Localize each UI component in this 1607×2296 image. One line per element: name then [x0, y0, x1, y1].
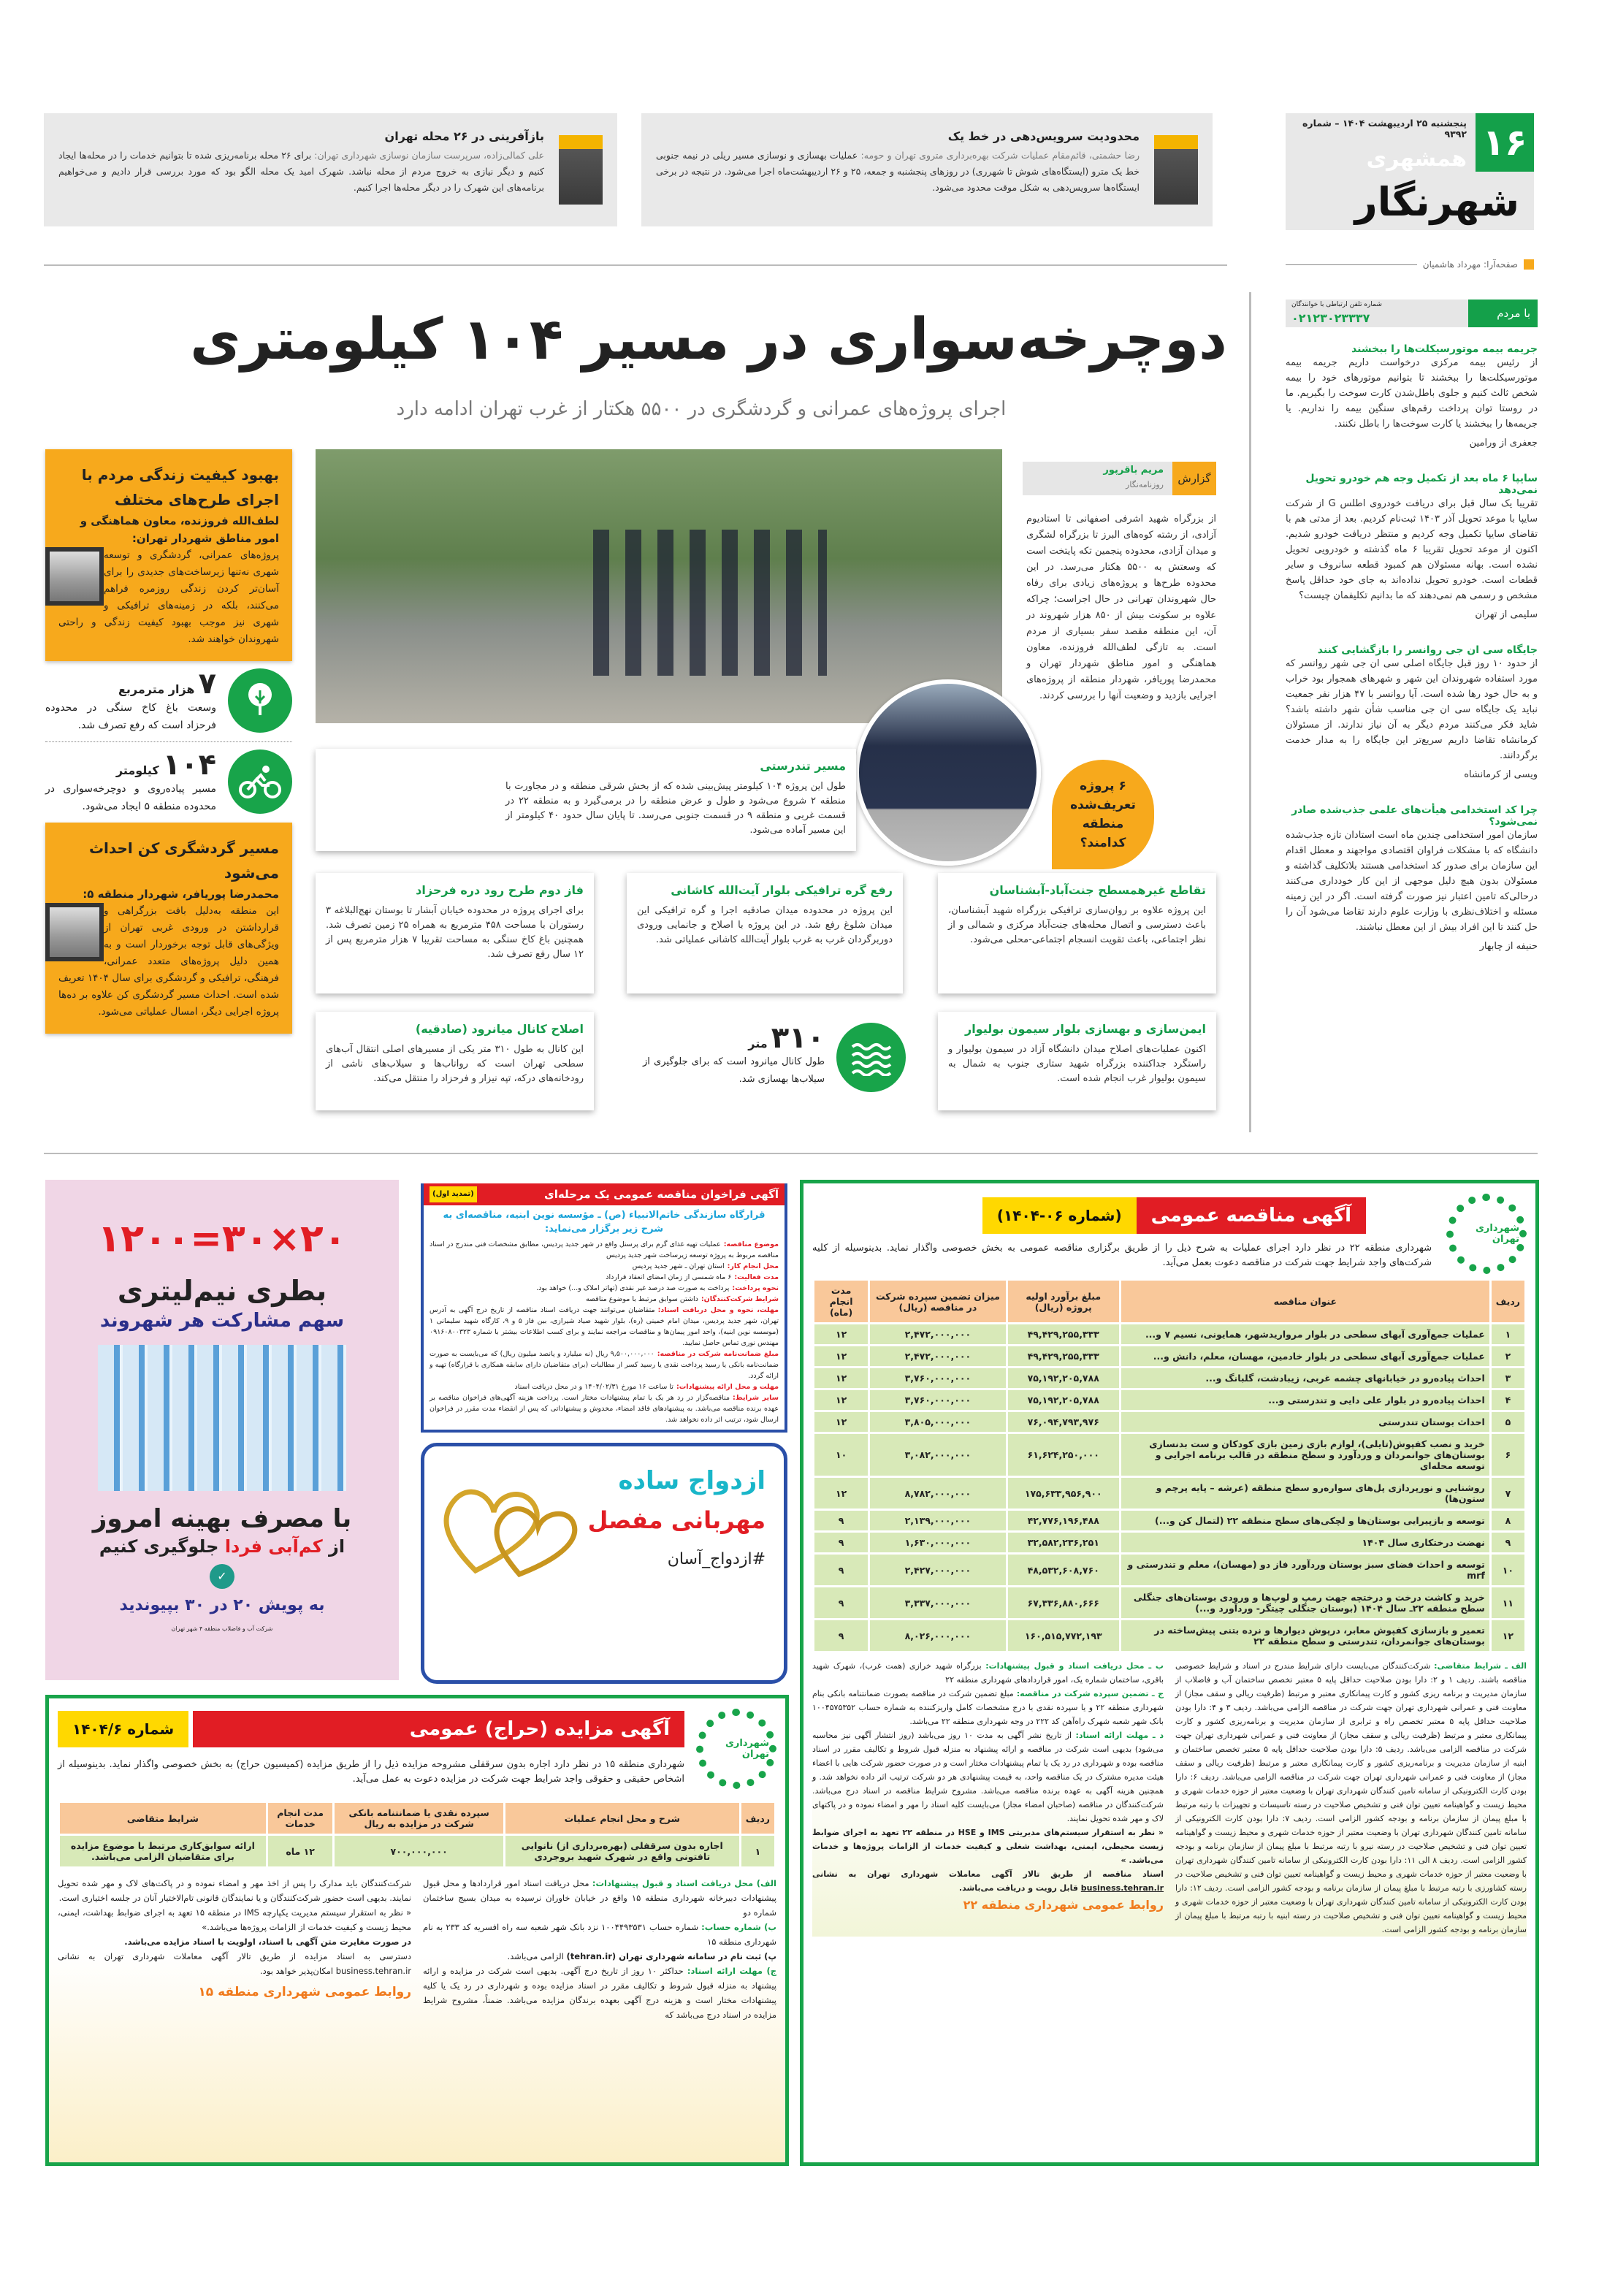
table-cell: ۱۲	[1492, 1620, 1524, 1651]
tender-details	[812, 1659, 1164, 1937]
report-header	[1023, 462, 1216, 495]
table-cell: ۸,۰۲۶,۰۰۰,۰۰۰	[870, 1620, 1005, 1651]
ad-signature: روابط عمومی شهرداری منطقه ۲۲	[963, 1898, 1164, 1912]
table-cell: ۶۱,۶۲۴,۲۵۰,۰۰۰	[1008, 1434, 1119, 1476]
table-cell: توسعه و احداث فضای سبز بوستان وردآورد فاز دو (مهسان)، معلم و تندرستی و mrf	[1121, 1555, 1489, 1585]
table-cell: ۹	[814, 1555, 868, 1585]
table-cell: ۴۹,۴۲۹,۲۵۵,۳۳۳	[1008, 1346, 1119, 1366]
ad-line: کم‌آبی فردا	[224, 1536, 323, 1557]
table-cell: ۳,۸۰۵,۰۰۰,۰۰۰	[870, 1412, 1005, 1432]
table-cell: ۱۲	[814, 1368, 868, 1388]
bicycle-icon	[228, 750, 292, 814]
table-cell: ۴۹,۴۲۹,۲۵۵,۳۳۳	[1008, 1324, 1119, 1344]
ad-org: قرارگاه سازندگی خاتم‌الانبیاء (ص) ـ مؤسسه نوین ابنیه، مناقصه‌ای به شرح زیر برگزار می‌نماید:	[443, 1210, 766, 1235]
table-cell: ۲,۴۷۲,۰۰۰,۰۰۰	[870, 1324, 1005, 1344]
project-title: رفع گره ترافیکی بلوار آیت‌الله کاشانی	[671, 883, 893, 897]
table-cell: ۱	[741, 1836, 774, 1866]
tender-ad-district-22	[800, 1180, 1539, 2166]
portrait-photo	[45, 547, 104, 606]
quote-box-forouzandeh	[45, 449, 292, 661]
author-name: مریم باقرپور	[1103, 465, 1164, 476]
table-cell: احداث پیاده‌رو در خیابانهای چشمه غربی، زیبادشت، گلبانگ و...	[1121, 1368, 1489, 1388]
detail-label: ب ـ محل دریافت اسناد و قبول پیشنهادات:	[985, 1661, 1164, 1671]
marriage-ad	[421, 1443, 787, 1684]
table-header: شرایط متقاضی	[60, 1803, 266, 1834]
table-cell: ۷	[1492, 1478, 1524, 1509]
auction-details	[423, 1876, 776, 2022]
with-people-header	[1286, 300, 1538, 327]
subheadline-wrap	[190, 394, 1213, 424]
field-label: سایر شرایط:	[732, 1394, 779, 1402]
detail-text: بزرگراه شهید خرازی (همت غرب)، شهرک شهید باقری، ساختمان شماره یک، امور قراردادهای شهرداری منطقه ۲۲	[812, 1661, 1164, 1685]
ad-number: (شماره ۰۶-۱۴۰۴)	[982, 1197, 1137, 1234]
auction-ad-district-15	[45, 1695, 789, 2166]
layout-credit	[1286, 259, 1534, 270]
table-row	[814, 1533, 1524, 1552]
ad-line: جلوگیری کنیم	[99, 1536, 219, 1557]
circle-photo	[855, 679, 1041, 866]
letter-title: جریمه بیمه موتورسیکلت‌ها را ببخشند	[1351, 343, 1538, 355]
table-cell: ۳,۰۸۲,۰۰۰,۰۰۰	[870, 1434, 1005, 1476]
page-headline: دوچرخه‌سواری در مسیر ۱۰۴ کیلومتری	[190, 307, 1227, 373]
table-cell: خرید و کاشت درخت و درختچه جهت رمپ و لوپ‌ها و ورودی بوستان‌های جنگلی سطح منطقه ۲۲ـ سال ۱۴۰۴ (بوستان جنگلی چیتگر- وردآورد و...)	[1121, 1587, 1489, 1618]
ad-badge: (تمدید اول)	[430, 1186, 477, 1202]
table-cell: روشنایی و نورپردازی پل‌های سواره‌رو سطح منطقه (عرشه – پایه پرچم و ستون‌ها)	[1121, 1478, 1489, 1509]
table-cell: ۳۲,۵۸۲,۲۳۶,۲۵۱	[1008, 1533, 1119, 1552]
table-header: میزان تضمین سپرده شرکت در مناقصه (ریال)	[870, 1281, 1005, 1322]
project-body: اکنون عملیات‌های اصلاح میدان دانشگاه آزاد در سیمون بولیوار و راستگرد جداکننده بزرگراه شهید ستاری جنوب به شمال به سیمون بولیوار غرب انجام شده است.	[948, 1044, 1206, 1084]
table-cell: عملیات جمع‌آوری آبهای سطحی در بلوار خادمین، مهسان، معلم، دانش و...	[1121, 1346, 1489, 1366]
ad-line: سهم مشارکت هر شهروند	[99, 1310, 345, 1332]
table-cell: ۱۰	[814, 1434, 868, 1476]
field-label: مهلت و محل ارائه پیشنهادات:	[676, 1383, 779, 1391]
table-cell: ۳	[1492, 1368, 1524, 1388]
portrait-photo	[559, 135, 603, 205]
phone-label: شماره تلفن ارتباطی با خوانندگان	[1291, 301, 1382, 308]
quote-speaker: محمدرضا پوریافر، شهردار منطقه ۵:	[83, 888, 279, 901]
date-line: پنجشنبه ۲۵ اردیبهشت ۱۴۰۴ – شماره ۹۳۹۲	[1302, 118, 1467, 140]
table-cell: ۴۲,۷۷۶,۱۹۶,۴۸۸	[1008, 1511, 1119, 1530]
table-cell: ۲,۴۲۷,۰۰۰,۰۰۰	[870, 1555, 1005, 1585]
table-cell: ۱۲	[814, 1390, 868, 1410]
table-cell: ۱,۶۳۰,۰۰۰,۰۰۰	[870, 1533, 1005, 1552]
field-label: مهلت، نحوه و محل دریافت اسناد:	[657, 1306, 779, 1314]
table-cell: ۹	[814, 1587, 868, 1618]
field-value: عملیات تهیه غذای گرم برای پرسنل واقع در شهر جدید پردیس، مطابق مشخصات فنی مندرج در اسناد مناقصه مربوط به پروژه توسعه زیرساخت شهر جدید پردیس	[430, 1240, 779, 1259]
table-cell: ۱۰	[1492, 1555, 1524, 1585]
table-body	[814, 1324, 1524, 1651]
sponsor-logo: شرکت آب و فاضلاب منطقه ۴ شهر تهران	[171, 1625, 273, 1632]
water-saving-ad	[45, 1180, 399, 1680]
note-text: دسترسی به اسناد مزایده از طریق تالار آگهی معاملات شهرداری تهران به نشانی business.tehran.ir امکان‌پذیر خواهد بود.	[58, 1951, 411, 1976]
ad-field	[430, 1261, 779, 1272]
table-row	[60, 1836, 774, 1866]
table-row	[814, 1324, 1524, 1344]
table-cell: ۷۰۰,۰۰۰,۰۰۰	[335, 1836, 503, 1866]
table-cell: عملیات جمع‌آوری آبهای سطحی در بلوار مرواریدشهر، همایونی، نسیم ۷ و...	[1121, 1324, 1489, 1344]
phone-number: ۰۲۱۲۳۰۲۳۳۳۷	[1291, 311, 1370, 325]
table-cell: ۱۷۵,۶۳۳,۹۵۶,۹۰۰	[1008, 1478, 1119, 1509]
ad-line: از	[329, 1536, 346, 1557]
field-value: متقاضیان می‌توانند جهت دریافت اسناد مناقصه از تاریخ درج آگهی به آدرس تهران، شهر جدید پردیس، میدان امام خمینی (ره)، بلوار شهید صیاد شیرازی، بین فاز ۵ و ۹، کارگاه شهید سلیمانی ۱ (موسسه نوین ابنیه)، واحد امور پیمان‌ها و مناقصات مراجعه نمایند و برای کسب اطلاعات بیشتر با شماره ۰۹۱۶۰۸۰۰۳۲۳ مهندس نوری تماس حاصل نمایید.	[430, 1306, 779, 1347]
detail-text: الزامی می‌باشد.	[507, 1951, 564, 1961]
detail-text: مبلغ تضمین شرکت در مناقصه بصورت ضمانتنامه بانکی بنام شهرداری منطقه ۲۲ و یا سپرده نقدی با درج مشخصات کامل واریزکننده به شماره حساب ۱۰۰۴۵۷۵۳۵۲ بانک شهر شعبه شهرک راه‌آهن کد ۲۲۲ در وجه شهرداری منطقه ۲۲ می‌باشد.	[812, 1689, 1164, 1726]
letter-body: از رئیس بیمه مرکزی درخواست داریم جریمه بیمه موتورسیکلت‌ها را ببخشند تا بتوانیم موتورهای خود را بیمه شخص ثالث کنیم و جلوی باطل‌شدن کارت سوخت را بگیریم. ما در روستا توان پرداخت رقم‌های سنگین بیمه را نداریم. یا جریمه‌ها را ببخشند یا کارت سوخت‌ها را باطل نکنند.	[1286, 357, 1538, 430]
table-header: ردیف	[1492, 1281, 1524, 1322]
detail-text: حداکثر ۱۰ روز از تاریخ درج آگهی. بدیهی است شرکت در مزایده و ارائه پیشنهاد به منزله قبول شروط و تکالیف مقرر در اسناد مزایده بوده و شهرداری در رد یک یا کلیه پیشنهادات مختار است و هزینه درج آگهی بعهده برندگان مزایده می‌باشد. ضمناً، مشروح شرایط مزایده در اسناد درج می‌باشد که	[423, 1966, 776, 2020]
table-header-row	[814, 1281, 1524, 1322]
subheadline: اجرای پروژه‌های عمرانی و گردشگری در ۵۵۰۰ هکتار از غرب تهران ادامه دارد	[396, 398, 1007, 420]
docs-note: اسناد مناقصه از طریق تالار آگهی معاملات شهرداری تهران به نشانی	[812, 1869, 1164, 1879]
conditions-label: الف ـ شرایط متقاضی:	[1434, 1661, 1527, 1671]
hse-note: « نظر به استقرار سیستم‌های مدیریتی IMS و HSE در منطقه ۲۲ تعهد به اجرای ضوابط زیست محیطی، ایمنی، بهداشت شغلی و کیفیت خدمات از الزامات پروژه‌ها و خدمات می‌باشد. »	[812, 1828, 1164, 1865]
stat-canal	[643, 1023, 906, 1092]
project-box	[316, 749, 856, 851]
news-body: برای ۲۶ محله برنامه‌ریزی شده تا بتوانیم خدمات را در محله‌ها ایجاد کنیم و دیگر نیازی به خروج مردم از محله نباشد. شهرک امید یک محله الگو بود که مورد بررسی قرار دادیم و می‌خواهیم برنامه‌های این شهرک را در دیگر محله‌ها اجرا کنیم.	[58, 150, 544, 193]
stat-number: ۳۱۰	[771, 1021, 825, 1055]
detail-label: پ) ثبت نام در سامانه شهرداری تهران (tehran.ir)	[566, 1951, 776, 1961]
field-value: پرداخت به صورت صد درصد غیر نقدی (تهاتر املاک و...) خواهد بود.	[536, 1284, 730, 1292]
project-title: فاز دوم طرح رود دره فرحزاد	[416, 883, 584, 897]
table-cell: تعمیر و بازسازی کفپوش معابر، درپوش دیوارها و نرده بتنی پیش‌ساخته در بوستان‌های جوانمردان، تندرستی و سطح منطقه ۲۲	[1121, 1620, 1489, 1651]
field-label: محل انجام کار:	[727, 1262, 779, 1270]
ad-line: با مصرف بهینه امروز	[92, 1504, 352, 1533]
table-header-row	[60, 1803, 774, 1834]
quote-body: پروژه‌های عمرانی، گردشگری و توسعه شهری نه‌تنها زیرساخت‌های جدیدی را برای آسان‌تر کردن زندگی روزمره فراهم می‌کنند، بلکه در زمینه‌های ترافیکی و شهری نیز موجب بهبود کیفیت زندگی و راحتی شهروندان خواهند شد.	[58, 549, 279, 645]
note-text: شرکت‌کنندگان باید مدارک را پس از اخذ مهر و امضاء نموده و در پاکت‌های لاک و مهر شده تحویل نمایند. بدیهی است حضور شرکت‌کنندگان و یا نمایندگان قانونی تام‌الاختیار آنان در جلسه اختیاری است.	[58, 1878, 411, 1903]
letter-signature: جعفری از ورامین	[1469, 438, 1538, 449]
table-row	[814, 1620, 1524, 1651]
quote-title: مسیر گردشگری کن احداث می‌شود	[88, 839, 279, 882]
auction-notes	[58, 1876, 411, 2022]
letter-item	[1286, 473, 1538, 624]
field-label: نحوه پرداخت:	[732, 1284, 779, 1292]
table-header: مبلغ برآورد اولیه پروژه (ریال)	[1008, 1281, 1119, 1322]
docs-note-end: قابل رویت و دریافت می‌باشد.	[958, 1883, 1078, 1893]
project-body: این پروژه در محدوده میدان صادقیه اجرا و گره ترافیکی این میدان شلوغ رفع شد. در این پروژه با اصلاح و جانمایی ورودی دوربرگردان غرب به غرب بلوار آیت‌الله کاشانی عملیاتی شد.	[637, 905, 893, 945]
table-cell: ۶۷,۳۳۶,۸۸۰,۶۶۶	[1008, 1587, 1119, 1618]
stat-desc: مسیر پیاده‌روی و دوچرخه‌سواری در محدوده منطقه ۵ ایجاد می‌شود.	[45, 783, 216, 812]
table-cell: ۸,۷۸۲,۰۰۰,۰۰۰	[870, 1478, 1005, 1509]
stat-garden	[45, 668, 292, 734]
people-silhouettes	[593, 530, 827, 676]
field-label: مدت فعالیت:	[734, 1273, 779, 1281]
stat-desc: وسعت باغ کاخ سنگی در محدوده فرحزاد است که رفع تصرف شد.	[45, 702, 216, 731]
ad-line: ازدواج ساده	[618, 1466, 766, 1495]
ad-intro: شهرداری منطقه ۱۵ در نظر دارد اجاره بدون سرقفلی مشروحه مزایده ذیل را از طریق مزایده (کمیسیون حراج) به بخش خصوصی واگذار نماید. بدینوسیله از اشخاص حقیقی و حقوقی واجد شرایط جهت شرکت در مزایده دعوت به عمل می‌آید.	[58, 1759, 684, 1785]
ad-field	[430, 1305, 779, 1349]
ad-number: شماره ۱۴۰۴/۶	[58, 1711, 188, 1747]
page-number: ۱۶	[1476, 113, 1534, 172]
table-cell: ۱۱	[1492, 1587, 1524, 1618]
portrait-photo	[1154, 135, 1198, 205]
letter-item	[1286, 343, 1538, 452]
ad-equation: ۱۲۰۰=۳۰×۲۰	[97, 1217, 347, 1261]
table-cell: ۱۲	[814, 1478, 868, 1509]
table-cell: ۹	[1492, 1533, 1524, 1552]
news-lead: علی کمالی‌زاده، سرپرست سازمان نوسازی شهرداری تهران:	[314, 150, 544, 161]
table-cell: ۳,۷۶۰,۰۰۰,۰۰۰	[870, 1390, 1005, 1410]
table-row	[814, 1587, 1524, 1618]
table-cell: ۸	[1492, 1511, 1524, 1530]
ad-field	[430, 1392, 779, 1425]
stat-unit: کیلومتر	[115, 763, 159, 777]
table-cell: ۹	[814, 1511, 868, 1530]
ad-field	[430, 1283, 779, 1294]
project-box	[316, 873, 594, 993]
quote-title: بهبود کیفیت زندگی مردم با اجرای طرح‌های مختلف	[81, 466, 279, 508]
table-cell: ۱	[1492, 1324, 1524, 1344]
detail-label: د ـ مهلت ارائه اسناد:	[1075, 1731, 1164, 1740]
ad-field	[430, 1381, 779, 1392]
stat-bike-route	[45, 750, 292, 815]
report-label: گزارش	[1172, 462, 1216, 495]
news-title: بازآفرینی در ۲۶ محله تهران	[384, 129, 544, 143]
table-cell: ۹	[814, 1533, 868, 1552]
table-cell: ۳,۳۳۷,۰۰۰,۰۰۰	[870, 1587, 1005, 1618]
stat-number: ۷	[198, 667, 216, 701]
quote-speaker: لطف‌الله فروزنده، معاون هماهنگی و امور مناطق شهردار تهران:	[80, 514, 279, 545]
table-cell: ۱۶۰,۵۱۵,۷۷۲,۱۹۳	[1008, 1620, 1119, 1651]
ad-title: آگهی مناقصه عمومی	[1137, 1197, 1366, 1234]
field-value: ۶ ماه شمسی از زمان امضای انعقاد قرارداد	[606, 1273, 732, 1281]
table-header: ردیف	[741, 1803, 774, 1834]
detail-text: از تاریخ نشر آگهی به مدت ۱۰ روز می‌باشد (روز انتشار آگهی نیز محاسبه می‌شود) بدیهی است شرکت در مناقصه و ارائه پیشنهاد به منزله قبول شروط و تکالیف مقرر در اسناد مناقصه بوده و شهرداری در رد یک یا تمام پیشنهادات مختار است و در صورت حضور شرکت هایی با اعضاء هیئت مدیره مشترک در یک مناقصه واحد، به قیمت پیشنهادی هر دو شرکت ترتیب اثر داده نخواهد شد. و همچنین هزینه آگهی به عهده برنده مناقصه می‌باشد. مشروح شرایط مناقصه در اسناد درج می‌باشد. شرکت‌کنندگان در مناقصه (صاحبان امضاء مجاز) می‌بایست کلیه اسناد را مهر و امضاء نموده و در پاکتهای لاک و مهر شده تحویل نمایند.	[812, 1731, 1164, 1823]
letter-title: سایپا ۶ ماه بعد از تکمیل وجه هم خودرو تحویل نمی‌دهد	[1305, 473, 1538, 496]
main-photo	[316, 449, 1002, 723]
field-value: داشتن سوابق مرتبط با موضوع مناقصه	[585, 1295, 698, 1303]
project-body: طول این پروژه ۱۰۴ کیلومتر پیش‌بینی شده که از بخش شرقی منطقه و در مجاورت با منطقه ۲ شروع می‌شود و طول و عرض منطقه را در برمی‌گیرد و به منطقه ۲۲ در قسمت غربی و منطقه ۹ در قسمت جنوبی می‌رسد. تا پایان سال حدود ۴۰ کیلومتر از این مسیر آماده می‌شود.	[505, 781, 846, 836]
project-title: مسیر تندرستی	[760, 759, 846, 773]
paper-logo: همشهری	[1366, 146, 1467, 172]
tender-conditions	[1175, 1659, 1527, 1937]
ad-field	[430, 1239, 779, 1261]
project-body: این پروژه علاوه بر روان‌سازی ترافیکی بزرگراه شهید آبشناسان، باعث دسترسی و اتصال محله‌های جنت‌آباد مرکزی و شمالی و از نظر اجتماعی، باعث تقویت انسجام اجتماعی-محلی می‌شود.	[948, 905, 1206, 945]
table-cell: احداث بوستان تندرستی	[1121, 1412, 1489, 1432]
quote-box-pouryafar	[45, 823, 292, 1034]
author-role: روزنامه‌نگار	[1126, 480, 1164, 489]
table-cell: ۱۲	[814, 1412, 868, 1432]
table-cell: ۲,۱۳۹,۰۰۰,۰۰۰	[870, 1511, 1005, 1530]
detail-label: ب) شماره حساب:	[701, 1922, 776, 1932]
table-row	[814, 1390, 1524, 1410]
quote-body: این منطقه به‌دلیل بافت بزرگراهی و قرارداشتن در ورودی غربی تهران از ویژگی‌های قابل توجه برخوردار است و به همین دلیل پروژه‌های متعدد عمرانی، فرهنگی، ترافیکی و گردشگری برای سال ۱۴۰۴ تعریف شده است. احداث مسیر گردشگری کن علاوه بر ده‌ها پروژه اجرایی دیگر، امسال عملیاتی می‌شود.	[58, 905, 279, 1018]
table-cell: اجاره بدون سرقفلی (بهره‌برداری از) نانوایی تافتونی واقع در شهرک شهید بروجردی	[505, 1836, 739, 1866]
table-header: شرح و محل انجام عملیات	[505, 1803, 739, 1834]
ad-line: به پویش ۲۰ در ۳۰ بپیوندید	[119, 1596, 325, 1614]
table-cell: نهضت درختکاری سال ۱۴۰۴	[1121, 1533, 1489, 1552]
table-cell: خرید و نصب کفپوش(تایلی)، لوازم بازی زمین بازی کودکان و ست بدنسازی بوستان‌های جوانمردان و وردآورد و سطح منطقه در قالب برنامه اجرایی و توسعه محله‌ای	[1121, 1434, 1489, 1476]
note-text: در صورت مغایرت متن آگهی با اسناد، اولویت با اسناد مزایده می‌باشد.	[124, 1937, 411, 1947]
portrait-photo	[45, 903, 104, 961]
table-header: سپرده نقدی یا ضمانتنامه بانکی شرکت در مزایده به ریال	[335, 1803, 503, 1834]
news-title: محدودیت سرویس‌دهی در خط یک	[947, 129, 1140, 143]
news-lead: رضا حشمتی، قائم‌مقام عملیات شرکت بهره‌برداری متروی تهران و حومه:	[860, 150, 1140, 161]
table-row	[814, 1434, 1524, 1476]
detail-text: شماره حساب ۱۰۰۴۴۹۳۵۳۱ نزد بانک شهر شعبه سه راه افسریه کد ۲۳۳ به نام شهرداری منطقه ۱۵	[423, 1922, 776, 1947]
table-row	[814, 1346, 1524, 1366]
table-row	[814, 1511, 1524, 1530]
project-title: اصلاح کانال میانرود (صادقیه)	[415, 1022, 584, 1036]
project-title: تقاطع غیرهمسطح جنت‌آباد-آبشناسان	[989, 883, 1206, 897]
table-cell: ۷۵,۱۹۲,۲۰۵,۷۸۸	[1008, 1368, 1119, 1388]
ad-title: آگهی فراخوان مناقصه عمومی یک مرحله‌ای	[544, 1188, 779, 1201]
report-body: از بزرگراه شهید اشرفی اصفهانی تا استادیوم آزادی، از رشته کوه‌های البرز تا بزرگراه لشگری و میدان آزادی، محدوده پنجمین تکه پایتخت است که وسعتش به ۵۵۰۰ هکتار می‌رسد. در این محدوده طرح‌ها و پروژه‌های زیادی برای رفاه حال شهروندان تهرانی در حال اجراست؛ چراکه علاوه بر سکونت بیش از ۸۵۰ هزار شهروند در آن، این منطقه مقصد سفر بسیاری از مردم است. به تازگی لطف‌الله فروزنده، معاون هماهنگی و امور مناطق شهردار تهران و محمدرضا پوریافر، شهردار منطقه از پروژه‌های اجرایی بازدید و وضعیت آنها را بررسی کردند.	[1026, 514, 1216, 701]
stat-number: ۱۰۴	[162, 748, 216, 782]
ad-title: آگهی مزایده (حراج) عمومی	[193, 1711, 684, 1747]
waves-icon	[836, 1023, 906, 1092]
ad-signature: روابط عمومی شهرداری منطقه ۱۵	[198, 1985, 411, 1999]
left-sidebar	[45, 449, 292, 1034]
letter-body: تقریبا یک سال قبل برای دریافت خودروی اطلس G از شرکت سایپا با موعد تحویل آذر ۱۴۰۳ ثبت‌نام کردیم. بعد از مدتی هم با تقاضای سایپا تکمیل وجه کردیم و منتظر دریافت خودرو شدیم. اکنون از موعد تحویل تقریبا ۶ ماه گذشته و خودرویی تحویل نشده است. بهانه مسئولان هم کمبود قطعه سانروف و سایر قطعات است. خودرو تحویل نداده‌اند به جای خود حداقل پاسخ مشخص و رسمی هم نمی‌دهند که ما بدانیم تکلیفمان چیست؟	[1286, 498, 1538, 601]
divider	[45, 741, 292, 742]
ad-fields	[424, 1239, 785, 1430]
stat-desc: طول کانال میانرود است که برای جلوگیری از سیلاب‌ها بهسازی شد.	[643, 1056, 825, 1085]
table-header: مدت انجام (ماه)	[814, 1281, 868, 1322]
divider	[44, 1153, 1538, 1154]
table-cell: ۹	[814, 1620, 868, 1651]
note-text: « نظر به استقرار سیستم مدیریت یکپارچه IMS در منطقه ۱۵ تعهد به اجرای ضوابط بهداشت، ایمنی، محیط زیست و کیفیت خدمات از الزامات پروژه‌ها می‌باشد.»	[58, 1907, 411, 1932]
table-cell: ۱۲	[814, 1324, 868, 1344]
table-cell: ۶	[1492, 1434, 1524, 1476]
layout-credit-text: صفحه‌آرا: مهرداد هاشمیان	[1422, 259, 1518, 270]
letter-item	[1286, 644, 1538, 784]
letter-title: جایگاه سی ان جی روانسر را بازگشایی کنند	[1317, 644, 1538, 656]
ad-field	[430, 1349, 779, 1381]
stat-unit: متر	[748, 1037, 768, 1050]
question-bubble: ۶ پروژه تعریف‌شده منطقه کدامند؟	[1052, 760, 1154, 869]
section-title: شهرنگار	[1354, 179, 1519, 225]
column-rule	[1249, 292, 1251, 1132]
letters-list	[1286, 343, 1538, 956]
auction-table	[58, 1801, 776, 1869]
detail-label: ج ـ تضمین سپرده شرکت در مناقصه:	[1016, 1689, 1164, 1698]
table-cell: ۴۸,۵۳۲,۶۰۸,۷۶۰	[1008, 1555, 1119, 1585]
field-value: استان تهران ـ شهر جدید پردیس	[632, 1262, 725, 1270]
field-label: شرایط شرکت‌کنندگان:	[701, 1295, 779, 1303]
field-value: مناقصه‌گزار در رد هر یک یا تمام پیشنهادات مختار است. پرداخت هزینه آگهی‌های فراخوان مناقصه بر عهده برنده مناقصه می‌باشد. به پیشنهادهای فاقد امضاء، مخدوش و پیشنهاداتی که پس از انقضاء مدت مقرر در فراخوان ارسال شود، ترتیب اثر داده نخواهد شد.	[430, 1394, 779, 1424]
project-title: ایمن‌سازی و بهسازی بلوار سیمون بولیوار	[964, 1022, 1206, 1036]
divider	[44, 264, 1227, 266]
table-cell: ارائه سوابق‌کاری مرتبط با موضوع مزایده برای متقاضیان الزامی می‌باشد.	[60, 1836, 266, 1866]
table-cell: ۴	[1492, 1390, 1524, 1410]
project-box	[938, 1012, 1216, 1110]
tree-icon	[228, 668, 292, 733]
table-row	[814, 1412, 1524, 1432]
table-cell: ۲,۴۷۲,۰۰۰,۰۰۰	[870, 1346, 1005, 1366]
project-box	[627, 873, 903, 993]
check-shield-icon: ✓	[210, 1564, 234, 1589]
letter-body: سازمان امور استخدامی چندین ماه است استادان تازه جذب‌شده دانشگاه که با مشکلات فراوان اقتصادی مواجهند و معطل اقدام این سازمان برای صدور کد استخدامی هستند بلاتکلیف گذاشته و مسئولان بدون هیچ دلیل موجهی از این کار خودداری می‌کنند درحالی‌که تامین اعتبار نیز صورت گرفته است. اگر در این زمینه مسئله و اختلاف‌نظری با وزارت علوم دارند تقاضا می‌شود آن را حل کنند تا این افراد بیش از این معطل نباشند.	[1286, 830, 1538, 933]
detail-text: محل دریافت اسناد امور قراردادها و محل قبول پیشنهادات دبیرخانه شهرداری منطقه ۱۵ واقع در خیابان خاوران نرسیده به میدان بسیج ساختمان شماره دو	[423, 1878, 776, 1918]
detail-label: ج) مهلت ارائه اسناد:	[687, 1966, 776, 1976]
top-news-2	[44, 113, 617, 226]
news-body: عملیات بهسازی و نوسازی مسیر ریلی در نیمه جنوبی خط یک مترو (ایستگاه‌های شوش تا شهرری) در روزهای پنجشنبه و جمعه، ۲۵ و ۲۶ اردیبهشت‌ماه اجرا می‌شود. در نتیجه در برخی ایستگاه‌ها سرویس‌دهی به شکل موقت محدود می‌شود.	[656, 150, 1140, 193]
table-header: مدت انجام خدمات	[268, 1803, 333, 1834]
top-news-1	[641, 113, 1213, 226]
ad-field	[430, 1294, 779, 1305]
tehran-municipality-logo: شهرداری تهران	[696, 1709, 776, 1789]
tender-table	[812, 1278, 1527, 1653]
masthead	[1286, 113, 1534, 230]
project-body: این کانال به طول ۳۱۰ متر یکی از مسیرهای اصلی انتقال آب‌های سطحی تهران است که رواناب‌ها و سیلاب‌های ناشی از رودخانه‌های درکه، تپه نیزار و فرحزاد را منتقل می‌کند.	[326, 1044, 584, 1084]
letter-signature: ویسی از کرمانشاه	[1464, 769, 1538, 780]
ad-hashtag: #ازدواج_آسان	[667, 1550, 766, 1568]
project-box	[316, 1012, 594, 1110]
ad-intro: شهرداری منطقه ۲۲ در نظر دارد اجرای عملیات به شرح ذیل را از طریق برگزاری مناقصه عمومی به بخش خصوصی واگذار نماید. بدینوسیله از کلیه شرکت‌های واجد شرایط جهت شرکت در مناقصه دعوت بعمل می‌آید.	[812, 1243, 1432, 1268]
table-cell: ۱۲	[814, 1346, 868, 1366]
field-value: ۹,۵۰۰,۰۰۰,۰۰۰ ریال (نه میلیارد و پانصد میلیون ریال) که می‌بایست به صورت ضمانت‌نامه بانکی یا رسید پرداخت نقدی یا رسید کسر از مطالبات (برای متقاضیان دارای سابقه همکاری با قرارگاه) تهیه و ارائه گردد.	[430, 1350, 779, 1380]
project-box	[938, 873, 1216, 993]
table-row	[814, 1555, 1524, 1585]
table-cell: ۷۵,۱۹۲,۲۰۵,۷۸۸	[1008, 1390, 1119, 1410]
table-row	[814, 1478, 1524, 1509]
table-row	[814, 1368, 1524, 1388]
table-cell: توسعه و بازپیرایی بوستان‌ها و لچکی‌های سطح منطقه ۲۲ (لتمال کن و...)	[1121, 1511, 1489, 1530]
table-cell: احداث پیاده‌رو در بلوار علی دایی و تندرستی و...	[1121, 1390, 1489, 1410]
tender-call-ad	[421, 1183, 787, 1433]
table-cell: ۵	[1492, 1412, 1524, 1432]
field-value: تا ساعت ۱۶ مورخ ۱۴۰۴/۰۲/۳۱ و در محل دریافت اسناد	[514, 1383, 673, 1391]
letter-title: چرا کد استخدامی هیأت‌های علمی جذب‌شده صادر نمی‌شود؟	[1291, 804, 1538, 828]
with-people-label: با مردم	[1468, 300, 1538, 327]
table-cell: ۲	[1492, 1346, 1524, 1366]
field-label: مبلغ ضمانت‌نامه شرکت در مناقصه:	[657, 1350, 779, 1358]
table-cell: ۳,۷۶۰,۰۰۰,۰۰۰	[870, 1368, 1005, 1388]
detail-label: الف) محل دریافت اسناد و قبول پیشنهادات:	[592, 1878, 776, 1888]
table-header: عنوان مناقصه	[1121, 1281, 1489, 1322]
middle-ad-column	[421, 1183, 787, 1684]
water-bottles-image	[98, 1345, 346, 1491]
business-link[interactable]: business.tehran.ir	[1080, 1883, 1164, 1893]
stat-unit: هزار مترمربع	[118, 682, 195, 696]
tehran-municipality-logo: شهرداری تهران	[1446, 1194, 1527, 1274]
table-cell: ۱۲ ماه	[268, 1836, 333, 1866]
conditions-text: شرکت‌کنندگان می‌بایست دارای شرایط مندرج در اسناد و شرایط خصوصی مناقصه باشند. ردیف ۱ و ۲: دارا بودن صلاحیت حداقل پایه ۵ معتبر تخصص ساختمان آب و فاضلاب از سازمان مدیریت و برنامه ریزی کشور و کارت پیمانکاری معتبر و مرتبط (ظرفیت ریالی و سقف مجاز) از معاونت فنی و عمرانی شهرداری تهران جهت شرکت در مناقصه الزامی می‌باشد. ردیف ۳ و ۴: دارا بودن صلاحیت حداقل پایه ۵ معتبر تخصص راه و ترابری از سازمان مدیریت و برنامه‌ریزی کشور و کارت پیمانکاری معتبر و مرتبط (ظرفیت ریالی و سقف مجاز) از معاونت فنی و عمرانی شهرداری تهران جهت شرکت در مناقصه الزامی می‌باشد. ردیف ۵: دارا بودن صلاحیت حداقل پایه ۵ معتبر تخصص ساختمان و ابنیه از سازمان مدیریت و برنامه‌ریزی کشور و کارت پیمانکاری معتبر و مرتبط (ظرفیت ریالی و سقف مجاز) از معاونت فنی و عمرانی شهرداری تهران جهت شرکت در مناقصه الزامی می‌باشد. ردیف ۶: دارا بودن کارت الکترونیکی از سامانه تامین کنندگان شهرداری تهران با وضعیت معتبر از حوزه خدمات شهری و محیط زیست و گواهینامه تعیین توان فنی و تشخیص صلاحیت در رسته تاسیسات و تجهیزات با رتبه مرتبط با مبلغ پیمان از سازمان برنامه و بودجه کشور الزامی است. ردیف ۷: دارا بودن کارت الکترونیکی از سامانه تامین کنندگان شهرداری تهران با وضعیت معتبر از حوزه خدمات شهری و محیط زیست و گواهینامه تعیین توان فنی و تشخیص صلاحیت در رسته نیرو با رتبه مرتبط با مبلغ پیمان از سازمان برنامه و بودجه کشور الزامی است. ردیف ۸ الی ۱۱: دارا بودن کارت الکترونیکی از سامانه تامین کنندگان شهرداری تهران با وضعیت معتبر از حوزه خدمات شهری و محیط زیست و گواهینامه تعیین توان فنی و تشخیص صلاحیت در رسته کشاورزی با رتبه مرتبط با مبلغ پیمان از سازمان برنامه و بودجه کشور الزامی است. ردیف ۱۲: دارا بودن کارت الکترونیکی از سامانه تامین کنندگان شهرداری تهران با وضعیت معتبر از حوزه خدمات شهری و محیط زیست و گواهینامه تعیین توان فنی و تشخیص صلاحیت در رسته ابنیه با رتبه مرتبط با مبلغ پیمان از سازمان برنامه و بودجه کشور الزامی است.	[1175, 1661, 1527, 1934]
table-cell: ۷۶,۰۹۴,۷۹۳,۹۷۶	[1008, 1412, 1119, 1432]
headline-wrap	[190, 296, 1227, 384]
ad-field	[430, 1272, 779, 1283]
gold-rings-hearts-image	[439, 1476, 578, 1578]
letter-item	[1286, 804, 1538, 956]
letter-signature: حنیفه از چابهار	[1479, 941, 1538, 952]
letter-signature: سلیمی از تهران	[1475, 609, 1538, 620]
project-body: برای اجرای پروژه در محدوده خیابان آبشار تا بوستان نهج‌البلاغه ۳ رستوران با مساحت ۴۵۸ مترمربع به همراه ۲۵ زمین تصرف شد. همچنین باغ کاخ سنگی به مساحت تقریبا ۷ هزار مترمربع پس از ۱۲ سال رفع تصرف شد.	[326, 905, 584, 960]
ad-line: بطری نیم‌لیتری	[117, 1275, 327, 1307]
letter-body: از حدود ۱۰ روز قبل جایگاه اصلی سی ان جی شهر روانسر که مورد استفاده شهروندان این شهر و شهرهای همجوار بود خراب و به حال خود رها شده است. آیا روانسر با ۴۷ هزار نفر جمعیت نباید یک جایگاه سی ان جی مناسب شأن شهر داشته باشد؟ شاید فکر می‌کنند مردم دیگر به آن نیاز ندارند. از مسئولان کرمانشاه تقاضا داریم سریع‌تر این جایگاه را به مدار خدمت برگردانند.	[1286, 658, 1538, 761]
field-label: موضوع مناقصه:	[723, 1240, 779, 1248]
ad-line: مهربانی مفصل	[587, 1506, 766, 1534]
